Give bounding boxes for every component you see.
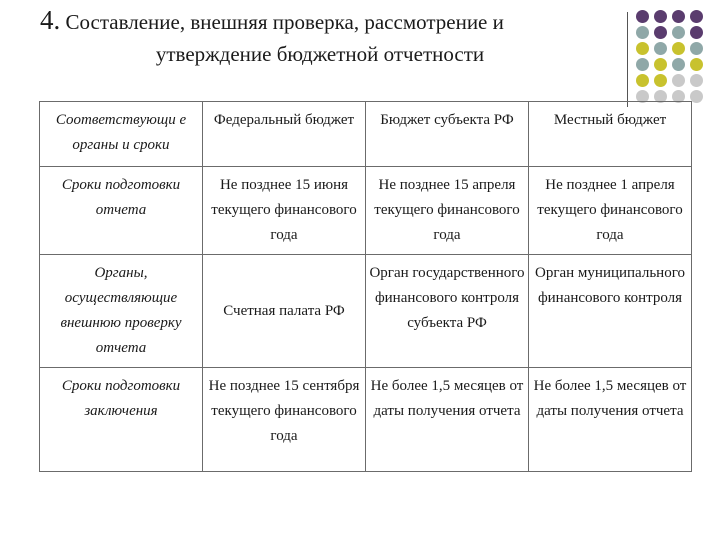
header-cell-federal-budget: Федеральный бюджет	[203, 102, 366, 167]
decorative-dot	[654, 58, 667, 71]
table-cell: Орган муниципального финансового контроля	[529, 255, 692, 368]
table-cell: Не позднее 15 апреля текущего финансового года	[366, 167, 529, 255]
row-label-conclusion-deadline: Сроки подготовки заключения	[40, 368, 203, 472]
decorative-dot	[672, 10, 685, 23]
row-label-audit-organs: Органы, осуществляющие внешнюю проверку отчета	[40, 255, 203, 368]
table-cell: Не более 1,5 месяцев от даты получения отчета	[529, 368, 692, 472]
decorative-dot	[636, 10, 649, 23]
decorative-dot	[636, 42, 649, 55]
decorative-dot	[636, 26, 649, 39]
decorative-dot	[654, 10, 667, 23]
table-row	[40, 255, 692, 368]
title-line-2: утверждение бюджетной отчетности	[155, 42, 485, 66]
table-cell: Орган государственного финансового контроля субъекта РФ	[366, 255, 529, 368]
decorative-dot	[672, 26, 685, 39]
decorative-dot	[672, 74, 685, 87]
table-header-row	[40, 102, 692, 167]
decorative-dot	[672, 58, 685, 71]
decorative-dot	[690, 58, 703, 71]
decorative-dot	[690, 10, 703, 23]
decorative-dot	[690, 74, 703, 87]
decorative-divider	[627, 12, 628, 107]
header-cell-local-budget: Местный бюджет	[529, 102, 692, 167]
decorative-dot	[654, 42, 667, 55]
title-number: 4.	[40, 5, 61, 35]
title-text-1: Составление, внешняя проверка, рассмотрение и	[65, 10, 504, 34]
row-label-report-deadline: Сроки подготовки отчета	[40, 167, 203, 255]
table-cell: Счетная палата РФ	[203, 255, 366, 368]
table-cell: Не более 1,5 месяцев от даты получения отчета	[366, 368, 529, 472]
decorative-dot-grid	[636, 10, 720, 106]
slide-title	[30, 4, 610, 70]
table-cell: Не позднее 1 апреля текущего финансового года	[529, 167, 692, 255]
decorative-dot	[636, 74, 649, 87]
header-cell-regional-budget: Бюджет субъекта РФ	[366, 102, 529, 167]
table-row	[40, 368, 692, 472]
decorative-dot	[690, 42, 703, 55]
decorative-dot	[690, 26, 703, 39]
decorative-dot	[654, 26, 667, 39]
title-line-1	[30, 4, 610, 38]
decorative-dot	[672, 42, 685, 55]
table-row	[40, 167, 692, 255]
table-cell: Не позднее 15 сентября текущего финансового года	[203, 368, 366, 472]
header-cell-organs-and-terms: Соответствующи е органы и сроки	[40, 102, 203, 167]
table-cell: Не позднее 15 июня текущего финансового года	[203, 167, 366, 255]
decorative-dot	[654, 74, 667, 87]
decorative-dot	[636, 58, 649, 71]
budget-reporting-table	[39, 101, 692, 472]
